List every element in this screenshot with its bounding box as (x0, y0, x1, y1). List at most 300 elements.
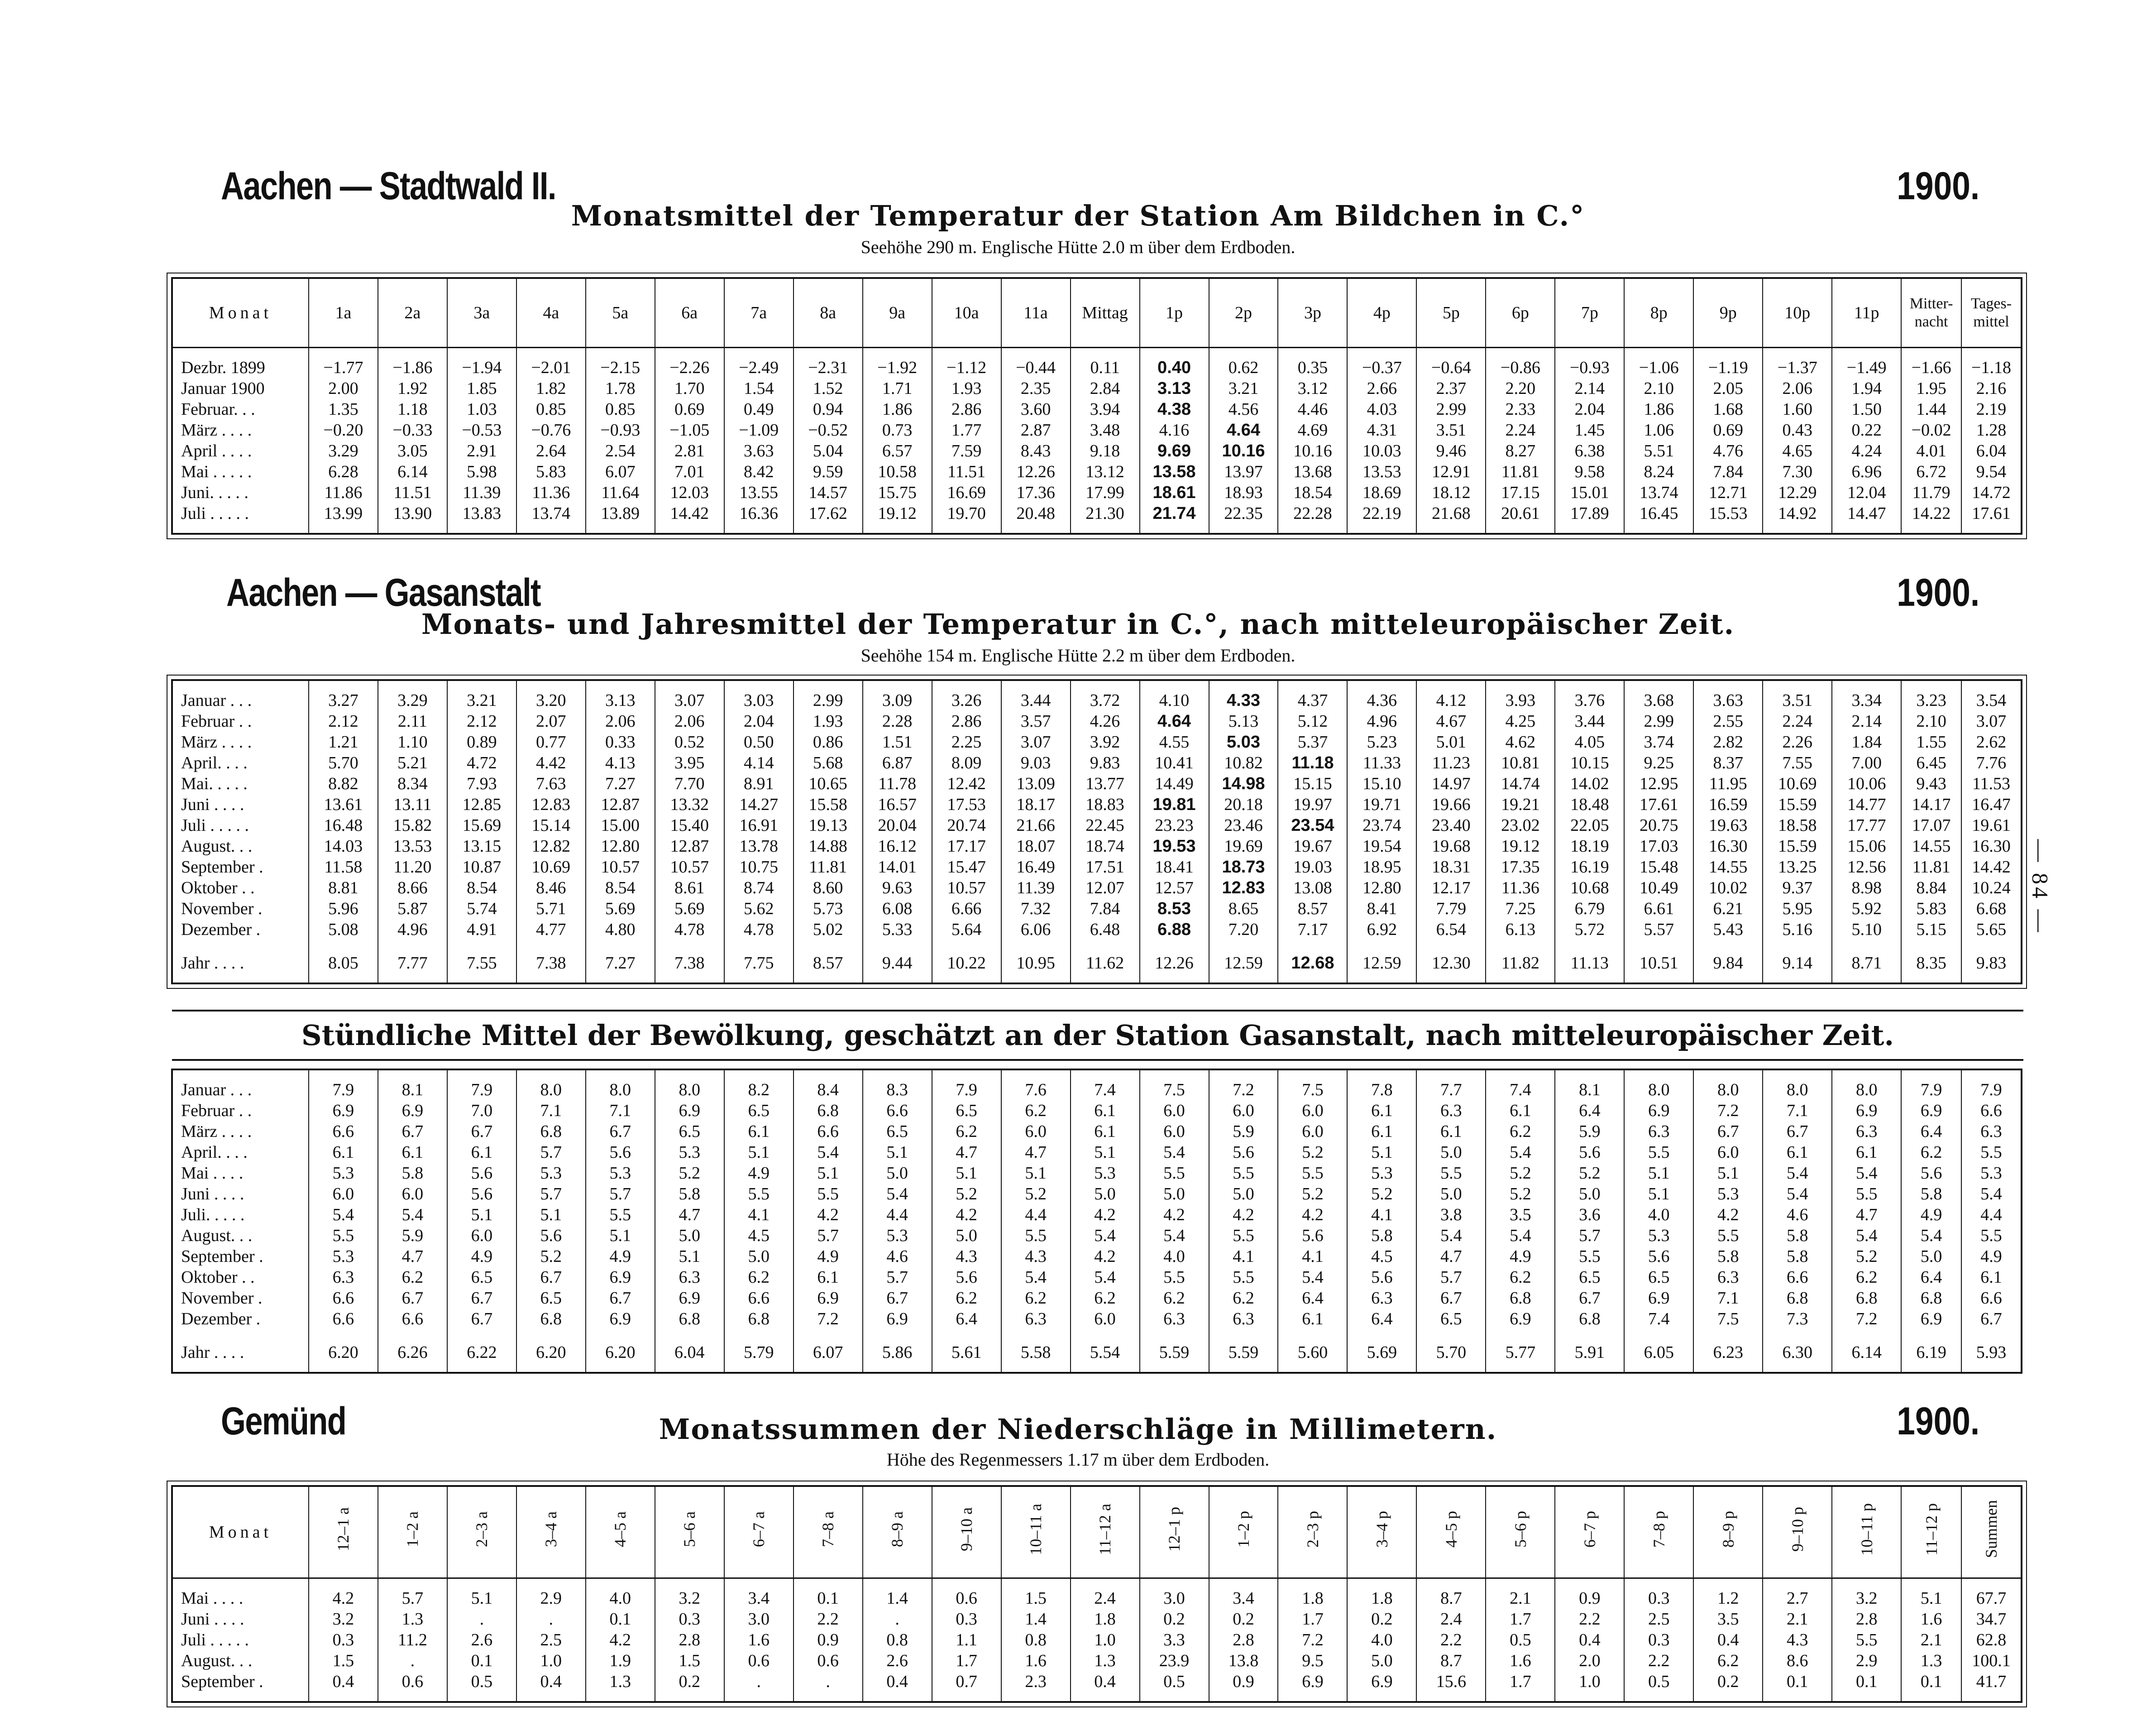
table-cell: 3.09 (863, 690, 932, 711)
table-cell: 0.50 (724, 732, 794, 753)
table-cell: −0.64 (1416, 357, 1486, 378)
table-cell: 4.9 (1901, 1204, 1961, 1225)
table-cell: 4.7 (1001, 1142, 1071, 1163)
table-cell: 8.2 (724, 1079, 794, 1100)
table-cell: 6.1 (1071, 1100, 1140, 1121)
table-cell: 6.3 (1961, 1121, 2022, 1142)
row-label: Dezember . (172, 919, 309, 940)
table-cell: −1.37 (1763, 357, 1832, 378)
table-cell: 2.81 (655, 441, 724, 461)
table-cell: 5.4 (1416, 1225, 1486, 1246)
table-cell: 6.0 (1071, 1309, 1140, 1329)
table-cell: 9.83 (1071, 753, 1140, 773)
table-cell: 1.0 (1555, 1671, 1624, 1692)
table-cell: 2.86 (932, 399, 1001, 420)
column-header-label: 11–12 a (1096, 1503, 1114, 1555)
table-cell: 6.1 (1347, 1100, 1416, 1121)
table-cell: 6.07 (586, 461, 655, 482)
table-cell: 5.1 (447, 1588, 516, 1609)
row-label: März . . . . (172, 732, 309, 753)
table-cell: 4.01 (1901, 441, 1961, 461)
table-cell: 12.26 (1001, 461, 1071, 482)
table-cell: 6.5 (1416, 1309, 1486, 1329)
table-cell: 18.95 (1347, 857, 1416, 877)
table-cell: 5.4 (1763, 1184, 1832, 1204)
table-cell: 1.51 (863, 732, 932, 753)
table-cell: 12.87 (655, 836, 724, 857)
column-header-label: 4–5 p (1442, 1511, 1460, 1548)
column-header: 2a (378, 278, 447, 348)
table-cell: 1.93 (932, 378, 1001, 399)
row-label: Juli . . . . . (172, 1630, 309, 1650)
table-cell: 6.9 (655, 1100, 724, 1121)
table-cell: 23.40 (1416, 815, 1486, 836)
table-cell: 6.8 (1555, 1309, 1624, 1329)
table-cell: 19.63 (1693, 815, 1763, 836)
table-cell: 11.18 (1278, 753, 1347, 773)
table-cell: 7.1 (516, 1100, 586, 1121)
table-cell: 6.1 (794, 1267, 863, 1288)
column-header: 4a (516, 278, 586, 348)
table-cell: 5.5 (1140, 1163, 1209, 1184)
table-cell: 6.8 (1901, 1288, 1961, 1309)
table-cell: 2.9 (1832, 1650, 1901, 1671)
table-cell: 14.42 (1961, 857, 2022, 877)
table-cell: 0.4 (309, 1671, 378, 1692)
table-cell: 6.26 (378, 1329, 447, 1363)
table-cell: 2.62 (1961, 732, 2022, 753)
spacer-row (172, 1578, 2022, 1588)
table-cell: 5.5 (1961, 1225, 2022, 1246)
table-cell: 4.76 (1693, 441, 1763, 461)
table-cell: 5.4 (1832, 1163, 1901, 1184)
table-cell: 6.9 (309, 1100, 378, 1121)
table-cell: −0.20 (309, 420, 378, 441)
table-cell: 5.93 (1961, 1329, 2022, 1363)
table-cell: 10.24 (1961, 877, 2022, 898)
table-cell: 6.7 (516, 1267, 586, 1288)
table-cell: 1.0 (516, 1650, 586, 1671)
table-cell: 3.51 (1416, 420, 1486, 441)
table-cell: 2.04 (724, 711, 794, 732)
table-cell: 5.96 (309, 898, 378, 919)
table-cell: 0.2 (1693, 1671, 1763, 1692)
table-cell: 5.4 (863, 1184, 932, 1204)
table-cell: 5.92 (1832, 898, 1901, 919)
table-cell: 4.7 (932, 1142, 1001, 1163)
table-cell: 4.36 (1347, 690, 1416, 711)
table-cell: 6.5 (447, 1267, 516, 1288)
table-cell: 6.9 (586, 1309, 655, 1329)
table-cell: 5.37 (1278, 732, 1347, 753)
column-header (309, 1486, 378, 1578)
table-cell: 21.30 (1071, 503, 1140, 524)
table-cell: 4.96 (1347, 711, 1416, 732)
table-cell: 0.5 (1486, 1630, 1555, 1650)
table-cell: 7.38 (516, 940, 586, 973)
table-cell: 11.78 (863, 773, 932, 794)
table-cell: 13.08 (1278, 877, 1347, 898)
table-cell: 3.5 (1486, 1204, 1555, 1225)
column-header (724, 1486, 794, 1578)
table-cell: 8.74 (724, 877, 794, 898)
table-cell: 13.61 (309, 794, 378, 815)
table-cell: 5.5 (1693, 1225, 1763, 1246)
table-cell: 6.14 (1832, 1329, 1901, 1363)
table-cell: 18.74 (1071, 836, 1140, 857)
table-cell: 9.59 (794, 461, 863, 482)
table-cell: 11.81 (1901, 857, 1961, 877)
table-cell: 2.28 (863, 711, 932, 732)
table-cell: 11.53 (1961, 773, 2022, 794)
table-cell: 8.57 (794, 940, 863, 973)
table-cell: 7.2 (794, 1309, 863, 1329)
table-cell: 3.13 (586, 690, 655, 711)
row-label: Juni . . . . (172, 794, 309, 815)
column-header-label: 3–4 a (542, 1511, 560, 1547)
table-cell: 7.93 (447, 773, 516, 794)
table-cell: 17.61 (1961, 503, 2022, 524)
table-cell: 5.1 (724, 1142, 794, 1163)
table-cell: −2.26 (655, 357, 724, 378)
column-header-label: 10–11 p (1857, 1503, 1876, 1556)
column-header (1961, 1486, 2022, 1578)
table-cell: 19.54 (1347, 836, 1416, 857)
table-cell: 8.7 (1416, 1588, 1486, 1609)
table-cell: 8.1 (1555, 1079, 1624, 1100)
table-cell: 10.41 (1140, 753, 1209, 773)
table-cell: 22.28 (1278, 503, 1347, 524)
table-cell: 10.16 (1209, 441, 1278, 461)
row-label: Juni . . . . (172, 1184, 309, 1204)
table-cell: 14.03 (309, 836, 378, 857)
table-cell: 3.21 (447, 690, 516, 711)
row-label: Jahr . . . . (172, 1329, 309, 1363)
year-row (172, 1329, 2022, 1363)
table-cell: 5.5 (1278, 1163, 1347, 1184)
table-cell: 7.32 (1001, 898, 1071, 919)
table-cell: 1.5 (655, 1650, 724, 1671)
table-cell: 12.91 (1416, 461, 1486, 482)
table-cell: 2.5 (516, 1630, 586, 1650)
table-cell: 5.4 (1901, 1225, 1961, 1246)
table-cell: 4.2 (794, 1204, 863, 1225)
column-header-label: 4–5 a (611, 1511, 630, 1547)
table-cell: 13.58 (1140, 461, 1209, 482)
table-cell: 17.17 (932, 836, 1001, 857)
table-cell: 15.82 (378, 815, 447, 836)
table-cell: 6.06 (1001, 919, 1071, 940)
table-cell: 7.4 (1624, 1309, 1693, 1329)
section-year: 1900. (1897, 571, 1979, 614)
header-row (172, 278, 2022, 348)
table-cell: 6.0 (1278, 1100, 1347, 1121)
table-cell: 5.8 (378, 1163, 447, 1184)
table-cell: 4.9 (1486, 1246, 1555, 1267)
table-cell: 1.44 (1901, 399, 1961, 420)
table-cell: 5.7 (1555, 1225, 1624, 1246)
table-cell: 6.0 (309, 1184, 378, 1204)
table-cell: 4.3 (1001, 1246, 1071, 1267)
table-cell: 2.06 (1763, 378, 1832, 399)
table-cell: 100.1 (1961, 1650, 2022, 1671)
table-cell: 5.70 (309, 753, 378, 773)
table-cell: 4.9 (447, 1246, 516, 1267)
table-cell: 5.2 (1001, 1184, 1071, 1204)
table-cell: 1.68 (1693, 399, 1763, 420)
table-cell: 6.7 (863, 1288, 932, 1309)
table-cell: 16.49 (1001, 857, 1071, 877)
table-cell: 10.65 (794, 773, 863, 794)
table-cell: 5.9 (1555, 1121, 1624, 1142)
table-cell: 7.59 (932, 441, 1001, 461)
table-cell: 8.54 (586, 877, 655, 898)
table-cell: . (516, 1609, 586, 1630)
table-cell: 13.77 (1071, 773, 1140, 794)
table-cell: 2.64 (516, 441, 586, 461)
table-cell: 5.1 (516, 1204, 586, 1225)
table-cell: 5.68 (794, 753, 863, 773)
table-cell: 4.80 (586, 919, 655, 940)
table-cell: 6.0 (1693, 1142, 1763, 1163)
table-cell: 2.3 (1001, 1671, 1071, 1692)
table-cell: 21.68 (1416, 503, 1486, 524)
table-cell: 7.2 (1278, 1630, 1347, 1650)
table-cell: 1.71 (863, 378, 932, 399)
table-cell: 6.0 (1001, 1121, 1071, 1142)
table-cell: 5.1 (932, 1163, 1001, 1184)
table-cell: 5.87 (378, 898, 447, 919)
column-header-label: 6–7 a (750, 1511, 768, 1547)
row-label: Mai . . . . (172, 1163, 309, 1184)
table-cell: 1.03 (447, 399, 516, 420)
table-cell: 6.14 (378, 461, 447, 482)
table-cell: 6.9 (586, 1267, 655, 1288)
table-cell: 3.07 (1001, 732, 1071, 753)
column-header: 10p (1763, 278, 1832, 348)
table-cell: 4.7 (378, 1246, 447, 1267)
table-cell: 2.14 (1832, 711, 1901, 732)
table-cell: 1.85 (447, 378, 516, 399)
table-cell: 19.71 (1347, 794, 1416, 815)
table-cell: 3.44 (1555, 711, 1624, 732)
table-cell: 5.5 (1624, 1142, 1693, 1163)
table-cell: 18.12 (1416, 482, 1486, 503)
table-cell: 6.48 (1071, 919, 1140, 940)
table-cell: 4.1 (1209, 1246, 1278, 1267)
table-cell: 20.61 (1486, 503, 1555, 524)
table-cell: 5.5 (794, 1184, 863, 1204)
table-cell: 3.95 (655, 753, 724, 773)
table-cell: 5.1 (1624, 1184, 1693, 1204)
table-cell: 3.2 (309, 1609, 378, 1630)
table-cell: 7.79 (1416, 898, 1486, 919)
table-cell: 7.9 (309, 1079, 378, 1100)
table-cell: 6.9 (378, 1100, 447, 1121)
table-cell: 9.44 (863, 940, 932, 973)
row-label: September . (172, 1246, 309, 1267)
table-cell: 7.70 (655, 773, 724, 794)
table-cell: 15.48 (1624, 857, 1693, 877)
table-cell: 8.05 (309, 940, 378, 973)
table-cell: 5.4 (1071, 1267, 1140, 1288)
table-cell: 1.86 (1624, 399, 1693, 420)
table-cell: 4.9 (724, 1163, 794, 1184)
table-cell: 2.14 (1555, 378, 1624, 399)
table-cell: 7.8 (1347, 1079, 1416, 1100)
table-cell: 20.75 (1624, 815, 1693, 836)
table-cell: 5.95 (1763, 898, 1832, 919)
table-cell: 6.1 (378, 1142, 447, 1163)
table-cell: 10.03 (1347, 441, 1416, 461)
table-cell: 5.7 (516, 1142, 586, 1163)
table-cell: 0.6 (932, 1588, 1001, 1609)
table-cell: 5.8 (1901, 1184, 1961, 1204)
table-cell: 14.98 (1209, 773, 1278, 794)
table-cell: 15.15 (1278, 773, 1347, 794)
table-cell: 0.3 (309, 1630, 378, 1650)
table-cell: 5.5 (1140, 1267, 1209, 1288)
table-cell: 14.55 (1901, 836, 1961, 857)
table-row (172, 1588, 2022, 1609)
table-cell: 4.24 (1832, 441, 1901, 461)
table-cell: 5.0 (1071, 1184, 1140, 1204)
table-cell: −2.15 (586, 357, 655, 378)
table-cell: −1.18 (1961, 357, 2022, 378)
table-cell: 22.35 (1209, 503, 1278, 524)
column-header-label: Summen (1982, 1500, 2001, 1558)
table-cell: 5.2 (1555, 1163, 1624, 1184)
table-cell: 2.16 (1961, 378, 2022, 399)
table-cell: 2.7 (1763, 1588, 1832, 1609)
table-cell: 4.1 (1278, 1246, 1347, 1267)
table-cell: 10.57 (586, 857, 655, 877)
table-cell: 2.07 (516, 711, 586, 732)
table-cell: 12.83 (516, 794, 586, 815)
table-cell: 5.7 (586, 1184, 655, 1204)
table-cell: 6.7 (378, 1288, 447, 1309)
table-cell: 6.6 (794, 1121, 863, 1142)
table-cell: 8.84 (1901, 877, 1961, 898)
table-cell: 5.2 (1347, 1184, 1416, 1204)
table-cell: 2.87 (1001, 420, 1071, 441)
table-cell: 4.65 (1763, 441, 1832, 461)
table-cell: 2.84 (1071, 378, 1140, 399)
table-cell: 5.4 (1001, 1267, 1071, 1288)
table-cell: 5.9 (1209, 1121, 1278, 1142)
table-cell: 14.74 (1486, 773, 1555, 794)
table-cell: 5.5 (1961, 1142, 2022, 1163)
table-cell: 6.20 (309, 1329, 378, 1363)
table-cell: 6.4 (1347, 1309, 1416, 1329)
table-cell: 5.61 (932, 1329, 1001, 1363)
table-cell: 6.20 (516, 1329, 586, 1363)
table-cell: 3.63 (1693, 690, 1763, 711)
table-cell: 5.0 (724, 1246, 794, 1267)
column-header-label: 10–11 a (1027, 1503, 1045, 1555)
table-cell: 1.4 (1001, 1609, 1071, 1630)
column-header: 8a (794, 278, 863, 348)
table-cell: 6.0 (1209, 1100, 1278, 1121)
row-label: Jahr . . . . (172, 940, 309, 973)
column-header-label: 12–1 p (1165, 1507, 1184, 1552)
table-cell: 5.62 (724, 898, 794, 919)
table-cell: 5.69 (586, 898, 655, 919)
table-cell: 3.03 (724, 690, 794, 711)
table-cell: 5.2 (655, 1163, 724, 1184)
table-cell: 2.35 (1001, 378, 1071, 399)
table-cell: 18.83 (1071, 794, 1140, 815)
table-cell: 5.0 (655, 1225, 724, 1246)
table-cell: 16.45 (1624, 503, 1693, 524)
table-cell: 19.03 (1278, 857, 1347, 877)
table-row (172, 461, 2022, 482)
table-cell: 6.3 (1001, 1309, 1071, 1329)
table-cell: 5.8 (655, 1184, 724, 1204)
table-cell: 5.01 (1416, 732, 1486, 753)
table-cell: 4.38 (1140, 399, 1209, 420)
table-cell: 1.6 (1001, 1650, 1071, 1671)
table-cell: 13.90 (378, 503, 447, 524)
table-cell: 22.45 (1071, 815, 1140, 836)
table-cell: 9.37 (1763, 877, 1832, 898)
table-row (172, 1671, 2022, 1692)
table-cell: 7.00 (1832, 753, 1901, 773)
table-cell: 7.77 (378, 940, 447, 973)
table-cell: 0.69 (1693, 420, 1763, 441)
column-header (1832, 1486, 1901, 1578)
table-cell: 7.9 (447, 1079, 516, 1100)
table-cell: 3.07 (655, 690, 724, 711)
table-cell: 3.57 (1001, 711, 1071, 732)
table-cell: 67.7 (1961, 1588, 2022, 1609)
table-cell: 4.16 (1140, 420, 1209, 441)
table-cell: 6.3 (1416, 1100, 1486, 1121)
table-cell: 2.06 (586, 711, 655, 732)
table-cell: 22.19 (1347, 503, 1416, 524)
table-row (172, 482, 2022, 503)
table-cell: 19.12 (1486, 836, 1555, 857)
column-header (1901, 1486, 1961, 1578)
table-row (172, 1225, 2022, 1246)
table-cell: −2.49 (724, 357, 794, 378)
table-row (172, 857, 2022, 877)
table-cell: 5.83 (516, 461, 586, 482)
table-cell: 3.0 (1140, 1588, 1209, 1609)
table-cell: 17.15 (1486, 482, 1555, 503)
table-cell: 6.1 (1416, 1121, 1486, 1142)
table-cell: 2.37 (1416, 378, 1486, 399)
table-cell: 6.5 (1624, 1267, 1693, 1288)
table-cell: 8.65 (1209, 898, 1278, 919)
table-cell: 5.71 (516, 898, 586, 919)
table-cell: 10.82 (1209, 753, 1278, 773)
table-cell: 0.73 (863, 420, 932, 441)
table-cell: 7.63 (516, 773, 586, 794)
table-cell: 8.61 (655, 877, 724, 898)
table-cell: −1.66 (1901, 357, 1961, 378)
table-cell: 3.2 (1832, 1588, 1901, 1609)
table-cell: 12.42 (932, 773, 1001, 794)
table-cell: 9.43 (1901, 773, 1961, 794)
table-cell: 5.91 (1555, 1329, 1624, 1363)
section-title-gasanstalt: Aachen — Gasanstalt (226, 571, 540, 614)
table-cell: 7.1 (1693, 1288, 1763, 1309)
table-cell: 11.39 (447, 482, 516, 503)
table-cell: 12.80 (1347, 877, 1416, 898)
table-cell: 3.8 (1416, 1204, 1486, 1225)
row-label: März . . . . (172, 1121, 309, 1142)
